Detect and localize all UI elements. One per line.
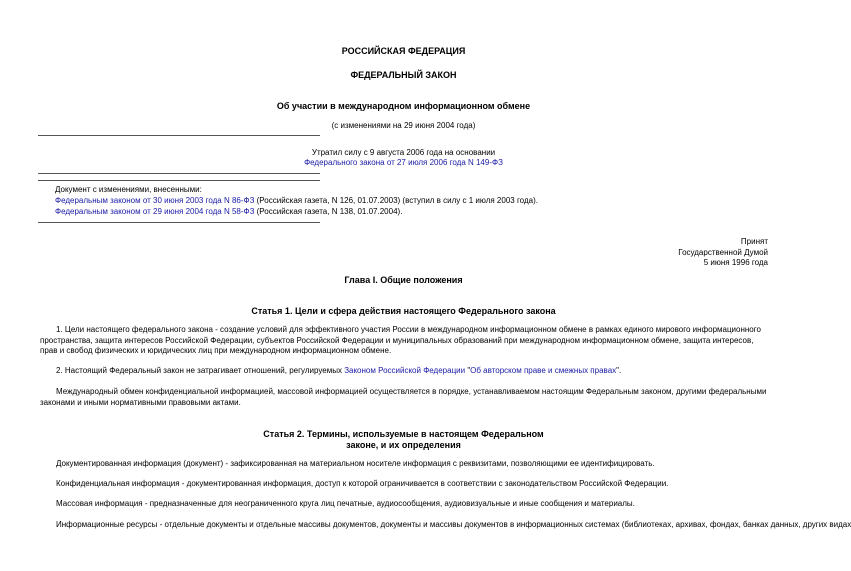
- amending-law-link[interactable]: Федеральным законом от 30 июня 2003 года N 86-ФЗ: [55, 196, 255, 205]
- paragraph: Международный обмен конфиденциальной информацией, массовой информацией осуществляется в порядке, устанавливаемом настоящим Федеральным законом, другими федеральными законами и иными нормативными правовыми актами.: [40, 387, 767, 407]
- paragraph: [40, 366, 768, 377]
- change-item-source: (Российская газета, N 138, 01.07.2004).: [254, 207, 403, 216]
- adoption-line: Принят: [740, 237, 768, 246]
- expired-law-link[interactable]: Федерального закона от 27 июля 2006 года N 149-ФЗ: [304, 158, 503, 167]
- law-title: Об участии в международном информационном обмене: [276, 101, 531, 111]
- adoption-line: 5 июня 1996 года: [703, 258, 768, 267]
- amendment-note: (с изменениями на 29 июня 2004 года): [331, 121, 476, 130]
- adoption-block: [678, 237, 768, 269]
- divider: [38, 135, 320, 136]
- copyright-law-link[interactable]: Законом Российской Федерации: [344, 366, 466, 375]
- definition: Массовая информация - предназначенные для неограниченного круга лиц печатные, аудиосообщения, аудиовизуальные и иные сообщения и материалы.: [56, 499, 635, 508]
- chapter-title: Глава I. Общие положения: [344, 275, 463, 285]
- country-title: РОССИЙСКАЯ ФЕДЕРАЦИЯ: [341, 46, 466, 56]
- document-type: ФЕДЕРАЛЬНЫЙ ЗАКОН: [350, 70, 457, 80]
- divider: [38, 180, 320, 181]
- copyright-law-title-link[interactable]: Об авторском праве и смежных правах: [470, 366, 617, 375]
- definition: Документированная информация (документ) - зафиксированная на материальном носителе информация с реквизитами, позволяющими ее идентифицировать.: [56, 459, 655, 468]
- definition: Информационные ресурсы - отдельные документы и отдельные массивы документов, документы и массивы документов в информационных системах (библиотеках, архивах, фондах, банках данных, других видах: [56, 520, 851, 529]
- definition: Конфиденциальная информация - документированная информация, доступ к которой ограничивается в соответствии с законодательством Российской Федерации.: [56, 479, 669, 488]
- change-item: [55, 196, 538, 206]
- amending-law-link[interactable]: Федеральным законом от 29 июня 2004 года N 58-ФЗ: [55, 207, 255, 216]
- changes-intro: Документ с изменениями, внесенными:: [55, 185, 202, 194]
- divider: [38, 222, 320, 223]
- expired-notice: Утратил силу с 9 августа 2006 года на основании: [311, 148, 496, 157]
- change-item: [55, 207, 402, 217]
- paragraph-text: ".: [616, 366, 622, 375]
- article-title-cont: законе, и их определения: [346, 440, 461, 450]
- paragraph: 1. Цели настоящего федерального закона - создание условий для эффективного участия России в международном информационном обмене в рамках единого мирового информационного пространства, защита интересов Российской Федерации, субъектов Российской Федерации и муниципальных образований при международном информационном обмене, защита интересов, прав и свобод физических и юридических лиц при международном информационном обмене.: [40, 325, 761, 355]
- change-item-source: (Российская газета, N 126, 01.07.2003) (вступил в силу с 1 июля 2003 года).: [254, 196, 538, 205]
- divider: [38, 173, 320, 174]
- paragraph-text: ": [465, 366, 471, 375]
- adoption-line: Государственной Думой: [678, 247, 768, 257]
- paragraph-text: 2. Настоящий Федеральный закон не затрагивает отношений, регулируемых: [56, 366, 345, 375]
- article-title: Статья 1. Цели и сфера действия настоящего Федерального закона: [251, 306, 556, 316]
- article-title: Статья 2. Термины, используемые в настоящем Федеральном: [263, 429, 544, 439]
